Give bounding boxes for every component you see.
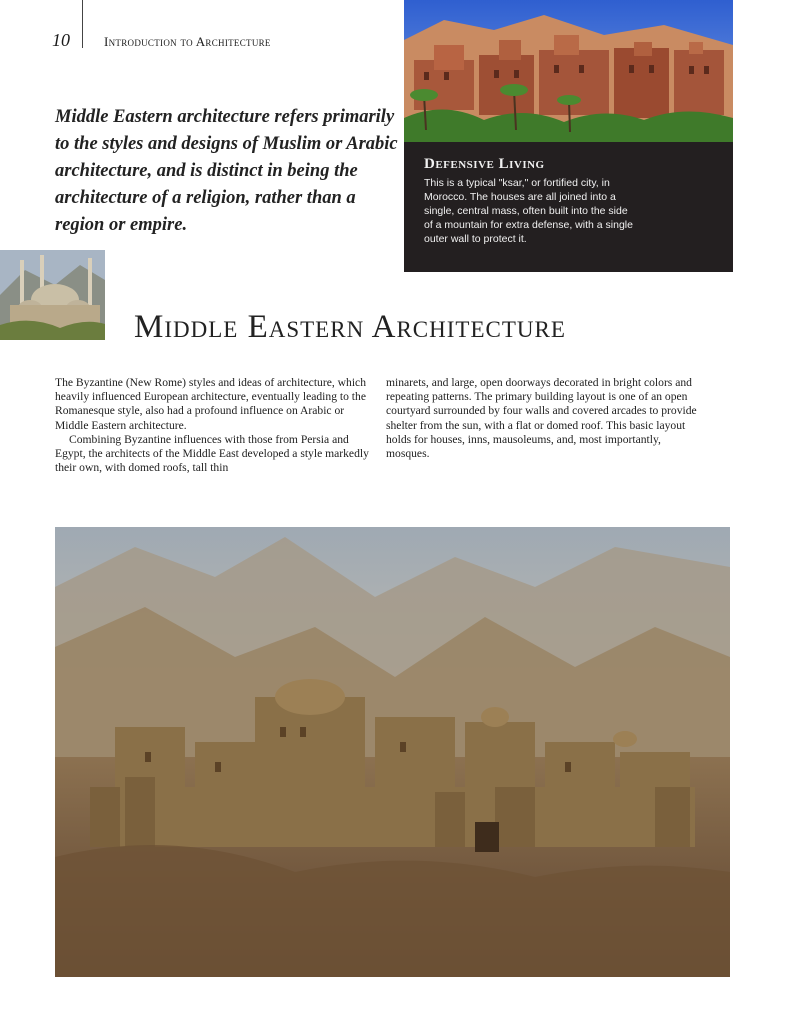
body-paragraph: The Byzantine (New Rome) styles and ideas of architecture, which heavily influenced European architecture, eventually leading to the Romanesque style, also had a profound influence on Arabic or Middle Eastern architecture. — [55, 376, 366, 432]
page-number: 10 — [52, 30, 70, 50]
body-paragraph: minarets, and large, open doorways decorated in bright colors and repeating patterns. The primary building layout is one of an open courtyard surrounded by four walls and covered arcades to provide shelter from the sun, with a flat or domed roof. This basic layout holds for houses, inns, mausoleums, and, most importantly, mosques. — [386, 376, 697, 461]
running-head: Introduction to Architecture — [104, 34, 271, 49]
section-title: Middle Eastern Architecture — [134, 309, 566, 345]
ksar-photo — [404, 0, 733, 142]
sidebar-title: Defensive Living — [424, 156, 545, 172]
header-divider — [82, 0, 83, 48]
fortified-city-painting — [55, 527, 730, 977]
sidebar-caption-box — [404, 142, 733, 272]
mosque-thumbnail — [0, 250, 105, 340]
painting-illustration — [55, 527, 730, 977]
mosque-illustration — [0, 250, 105, 340]
body-paragraph: Combining Byzantine influences with those from Persia and Egypt, the architects of the Middle East developed a style markedly their own, with domed roofs, tall thin — [55, 432, 369, 475]
ksar-illustration — [404, 0, 733, 142]
sidebar-text: This is a typical "ksar," or fortified city, in Morocco. The houses are all joined into a single, central mass, often built into the side of a mountain for extra defense, with a single outer wall to protect it. — [424, 177, 633, 245]
pull-quote: Middle Eastern architecture refers primarily to the styles and designs of Muslim or Arabic architecture, and is distinct in being the architecture of a religion, rather than a region or empire. — [55, 107, 398, 235]
body-column-left — [55, 376, 371, 475]
body-column-right — [386, 376, 702, 461]
